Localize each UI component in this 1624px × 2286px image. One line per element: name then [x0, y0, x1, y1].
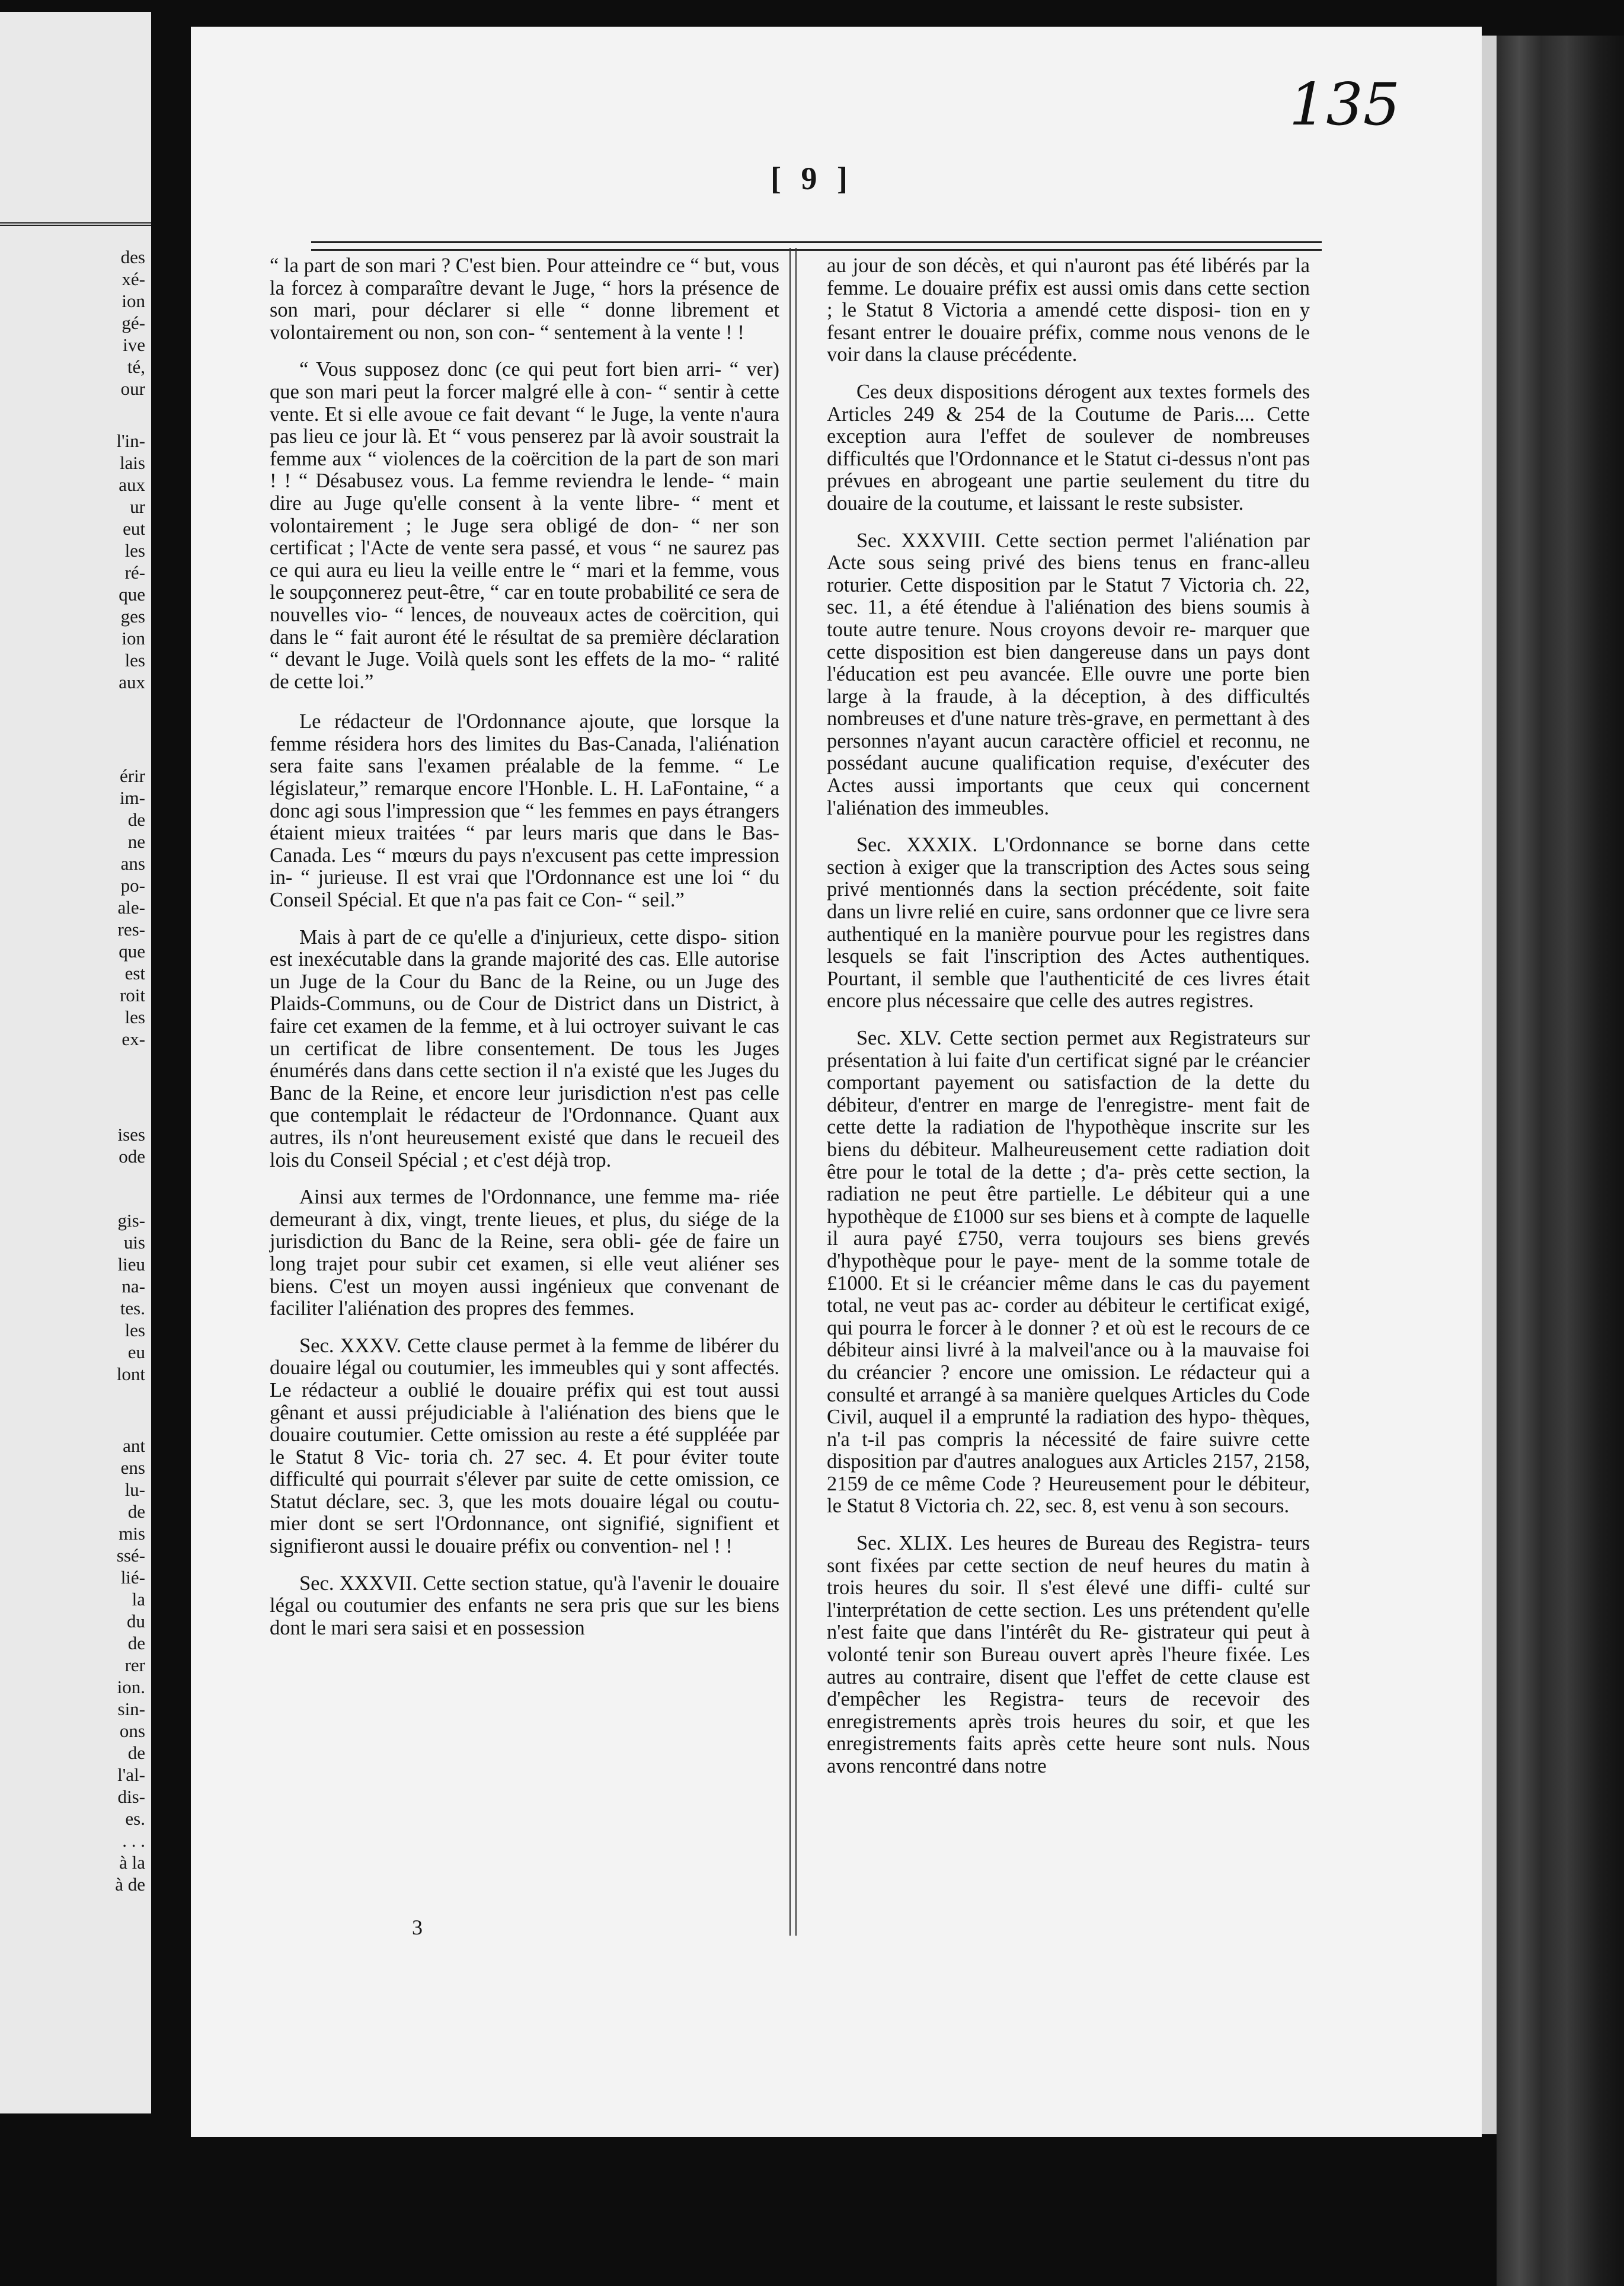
left-column [270, 255, 779, 1654]
handwritten-number: 135 [1289, 71, 1401, 139]
paragraph: Sec. XLIX. Les heures de Bureau des Registra- teurs sont fixées par cette section de neuf heures du matin à trois heures du soir. Il s'est élevé une diffi- culté sur l'interprétation de cette section. Les uns prétendent qu'elle n'est faite que dans l'intérêt du Re- gistrateur qui peut à volonté tenir son Bureau ouvert après l'heure fixée. Les autres au contraire, disent que l'effet de cette clause est d'empêcher les Registra- teurs de recevoir des enregistrements après trois heures du soir, et que les enregistrements faits après cette heure sont nuls. Nous avons rencontré dans notre [827, 1532, 1310, 1777]
paragraph: Sec. XXXVII. Cette section statue, qu'à l'avenir le douaire légal ou coutumier des enfants ne sera pris que sur les biens dont le mari sera saisi et en possession [270, 1572, 779, 1639]
paragraph: Sec. XLV. Cette section permet aux Registrateurs sur présentation à lui faite d'un certificat signé par le créancier comportant payement ou satisfaction de la dette du débiteur, d'entrer en marge de l'enregistre- ment fait de cette dette la radiation de l'hypothèque inscrite sur les biens du débiteur. Malheureusement cette radiation doit être pour le total de la dette ; d'a- près cette section, la radiation ne peut être partielle. Le débiteur qui a une hypothèque de £1000 sur ses biens et à compte de laquelle il aura payé £750, verra toujours ses biens grevés d'hypothèque pour le paye- ment de la somme totale de £1000. Et si le créancier même dans le cas du payement total, ne veut pas ac- corder au débiteur le certificat exigé, qui pourra le forcer à le donner ? et où est le recours de ce débiteur ainsi livré à la malveil'ance ou à la mauvaise foi du créancier ? encore une omission. Le rédacteur qui a consulté et arrangé à sa manière quelques Articles du Code Civil, auquel il a emprunté la radiation des hypo- thèques, n'a t-il pas compris la nécessité de faire suivre cette disposition par d'autres analogues aux Articles 2157, 2158, 2159 de ce même Code ? Heureusement pour le débiteur, le Statut 8 Victoria ch. 22, sec. 8, est venu à son secours. [827, 1027, 1310, 1518]
paragraph: Sec. XXXV. Cette clause permet à la femme de libérer du douaire légal ou coutumier, les immeubles qui y sont affectés. Le rédacteur a oublié le douaire préfix qui est tout aussi gênant et aussi préjudiciable à l'aliénation des biens que le douaire coutumier. Cette omission au reste a été supplééе par le Statut 8 Vic- toria ch. 27 sec. 4. Et pour éviter toute difficulté qui pourrait s'élever par suite de cette omission, ce Statut déclare, sec. 3, que les mots douaire légal ou coutu- mier dont se sert l'Ordonnance, ont signifié, signifient et signifieront aussi le douaire préfix ou convention- nel ! ! [270, 1334, 779, 1558]
header-rule [311, 241, 1322, 251]
facing-fragment: gis- uis lieu na- tes. les eu lont [116, 1210, 145, 1384]
paragraph: Ces deux dispositions dérogent aux textes formels des Articles 249 & 254 de la Coutume de Paris.... Cette exception aura l'effet de soulever de nombreuses difficultés que l'Ordonnance et le Statut ci-dessus n'ont pas prévues en abrogeant une partie seulement du titre du douaire de la coutume, et laissant le reste subsister. [827, 380, 1310, 515]
facing-page [0, 12, 151, 2113]
book-spine [1497, 36, 1624, 2286]
paragraph: au jour de son décès, et qui n'auront pas été libérés par la femme. Le douaire préfix est aussi omis dans cette section ; le Statut 8 Victoria a amendé cette disposi- tion en y fesant entrer le douaire préfix, comme nous venons de le voir dans la clause précédente. [827, 254, 1310, 366]
paragraph: “ la part de son mari ? C'est bien. Pour atteindre ce “ but, vous la forcez à comparaître devant le Juge, “ hors la présence de son mari, pour déclarer si elle “ donne librement et volontairement ou non, son con- “ sentement à la vente ! ! [270, 254, 779, 344]
paragraph: Mais à part de ce qu'elle a d'injurieux, cette dispo- sition est inexécutable dans la grande majorité des cas. Elle autorise un Juge de la Cour du Banc de la Reine, ou un Juge des Plaids-Communs, ou de Cour de District dans un District, à faire cet examen de la femme, et à lui octroyer suivant le cas un certificat de libre consentement. De tous les Juges énumérés dans dans cette section il n'a existé que les Juges du Banc de la Reine, et encore leur jurisdiction n'est pas celle que contemplait le rédacteur de l'Ordonnance. Quant aux autres, ils n'ont heureusement existé que dans le recueil des lois du Conseil Spécial ; et c'est déjà trop. [270, 925, 779, 1171]
paragraph: Le rédacteur de l'Ordonnance ajoute, que lorsque la femme résidera hors des limites du Bas-Canada, l'aliénation sera faite sans l'examen préalable de la femme. “ Le législateur,” remarque encore l'Honble. L. H. LaFontaine, “ a donc agi sous l'impression que “ les femmes en pays étrangers étaient mieux traitées “ par leurs maris que dans le Bas-Canada. Les “ mœurs du pays n'excusent pas cette impression in- “ jurieuse. Il est vrai que l'Ordonnance est une loi “ du Conseil Spécial. Et que n'a pas fait ce Con- “ seil.” [270, 710, 779, 912]
facing-fragment: ant ens lu- de mis ssé- lié- la du de rer ion. sin- ons de l'al- dis- es. . . . à la à de [115, 1435, 145, 1895]
paragraph: Sec. XXXIX. L'Ordonnance se borne dans cette section à exiger que la transcription des Actes sous seing privé mentionnés dans la section précédente, soit faite dans un livre relié en cuire, sans ordonner que ce livre sera authentiqué en la manière pourvue pour les registres dans lesquels se fait l'inscription des Actes authentiques. Pourtant, il semble que l'authenticité de ces livres était encore plus nécessaire que celle des autres registres. [827, 834, 1310, 1013]
facing-fragment: érir im- de ne ans po- ale- res- que est roit les ex- [117, 765, 145, 1049]
facing-page-rule [0, 222, 151, 226]
paragraph: Sec. XXXVIII. Cette section permet l'aliénation par Acte sous seing privé des biens tenus en franc-alleu roturier. Cette disposition par le Statut 7 Victoria ch. 22, sec. 11, a été étendue à l'aliénation des biens soumis à toute autre tenure. Nous croyons devoir re- marquer que cette disposition est bien dangereuse dans un pays dont l'éducation est peu avancée. Elle ouvre une porte bien large à la fraude, à la déception, à des difficultés nombreuses et d'une nature très-grave, en permettant à des personnes n'ayant aucun caractère officiel et reconnu, ne possédant aucune qualification requise, d'exécuter des Actes aussi importants que ceux qui concernent l'aliénation des immeubles. [827, 529, 1310, 819]
signature-mark: 3 [412, 1915, 423, 1939]
facing-fragment: des xé- ion gé- ive té, our [120, 247, 145, 399]
paragraph: “ Vous supposez donc (ce qui peut fort bien arri- “ ver) que son mari peut la forcer malgré elle à con- “ sentir à cette vente. Et si elle avoue ce fait devant “ le Juge, la vente n'aura pas lieu ce jour là. Et “ vous penserez par là avoir soustrait la femme aux “ violences de la coërcition de la part de son mari ! ! “ Désabusez vous. La femme reviendra le lende- “ main dire au Juge qu'elle consent à la vente libre- “ ment et volontairement ; le Juge sera obligé de don- “ ner son certificat ; l'Acte de vente sera passé, et vous “ ne saurez pas ce qui aura eu lieu la veille entre le “ mari et la femme, vous le soupçonnerez peut-être, “ car en toute probabilité ce sera de nouvelles vio- “ lences, de nouveaux actes de coërcition, qui dans le “ fait auront été le résultat de sa première déclaration “ devant le Juge. Voilà quels sont les effets de la mo- “ ralité de cette loi.” [270, 358, 779, 693]
paragraph: Ainsi aux termes de l'Ordonnance, une femme ma- riée demeurant à dix, vingt, trente lieues, et plus, du siége de la jurisdiction du Banc de la Reine, sera obli- gée de faire un long trajet pour subir cet examen, si elle veut aliéner ses biens. C'est un moyen aussi ingénieux que convenant de faciliter l'aliénation des propres des femmes. [270, 1186, 779, 1320]
page-edge [1482, 36, 1498, 2134]
page-number: [ 9 ] [771, 161, 853, 196]
column-divider [789, 248, 797, 1936]
facing-fragment: l'in- lais aux ur eut les ré- que ges ion les aux [116, 430, 145, 692]
facing-fragment: ises ode [117, 1124, 145, 1167]
right-column [827, 255, 1310, 1793]
